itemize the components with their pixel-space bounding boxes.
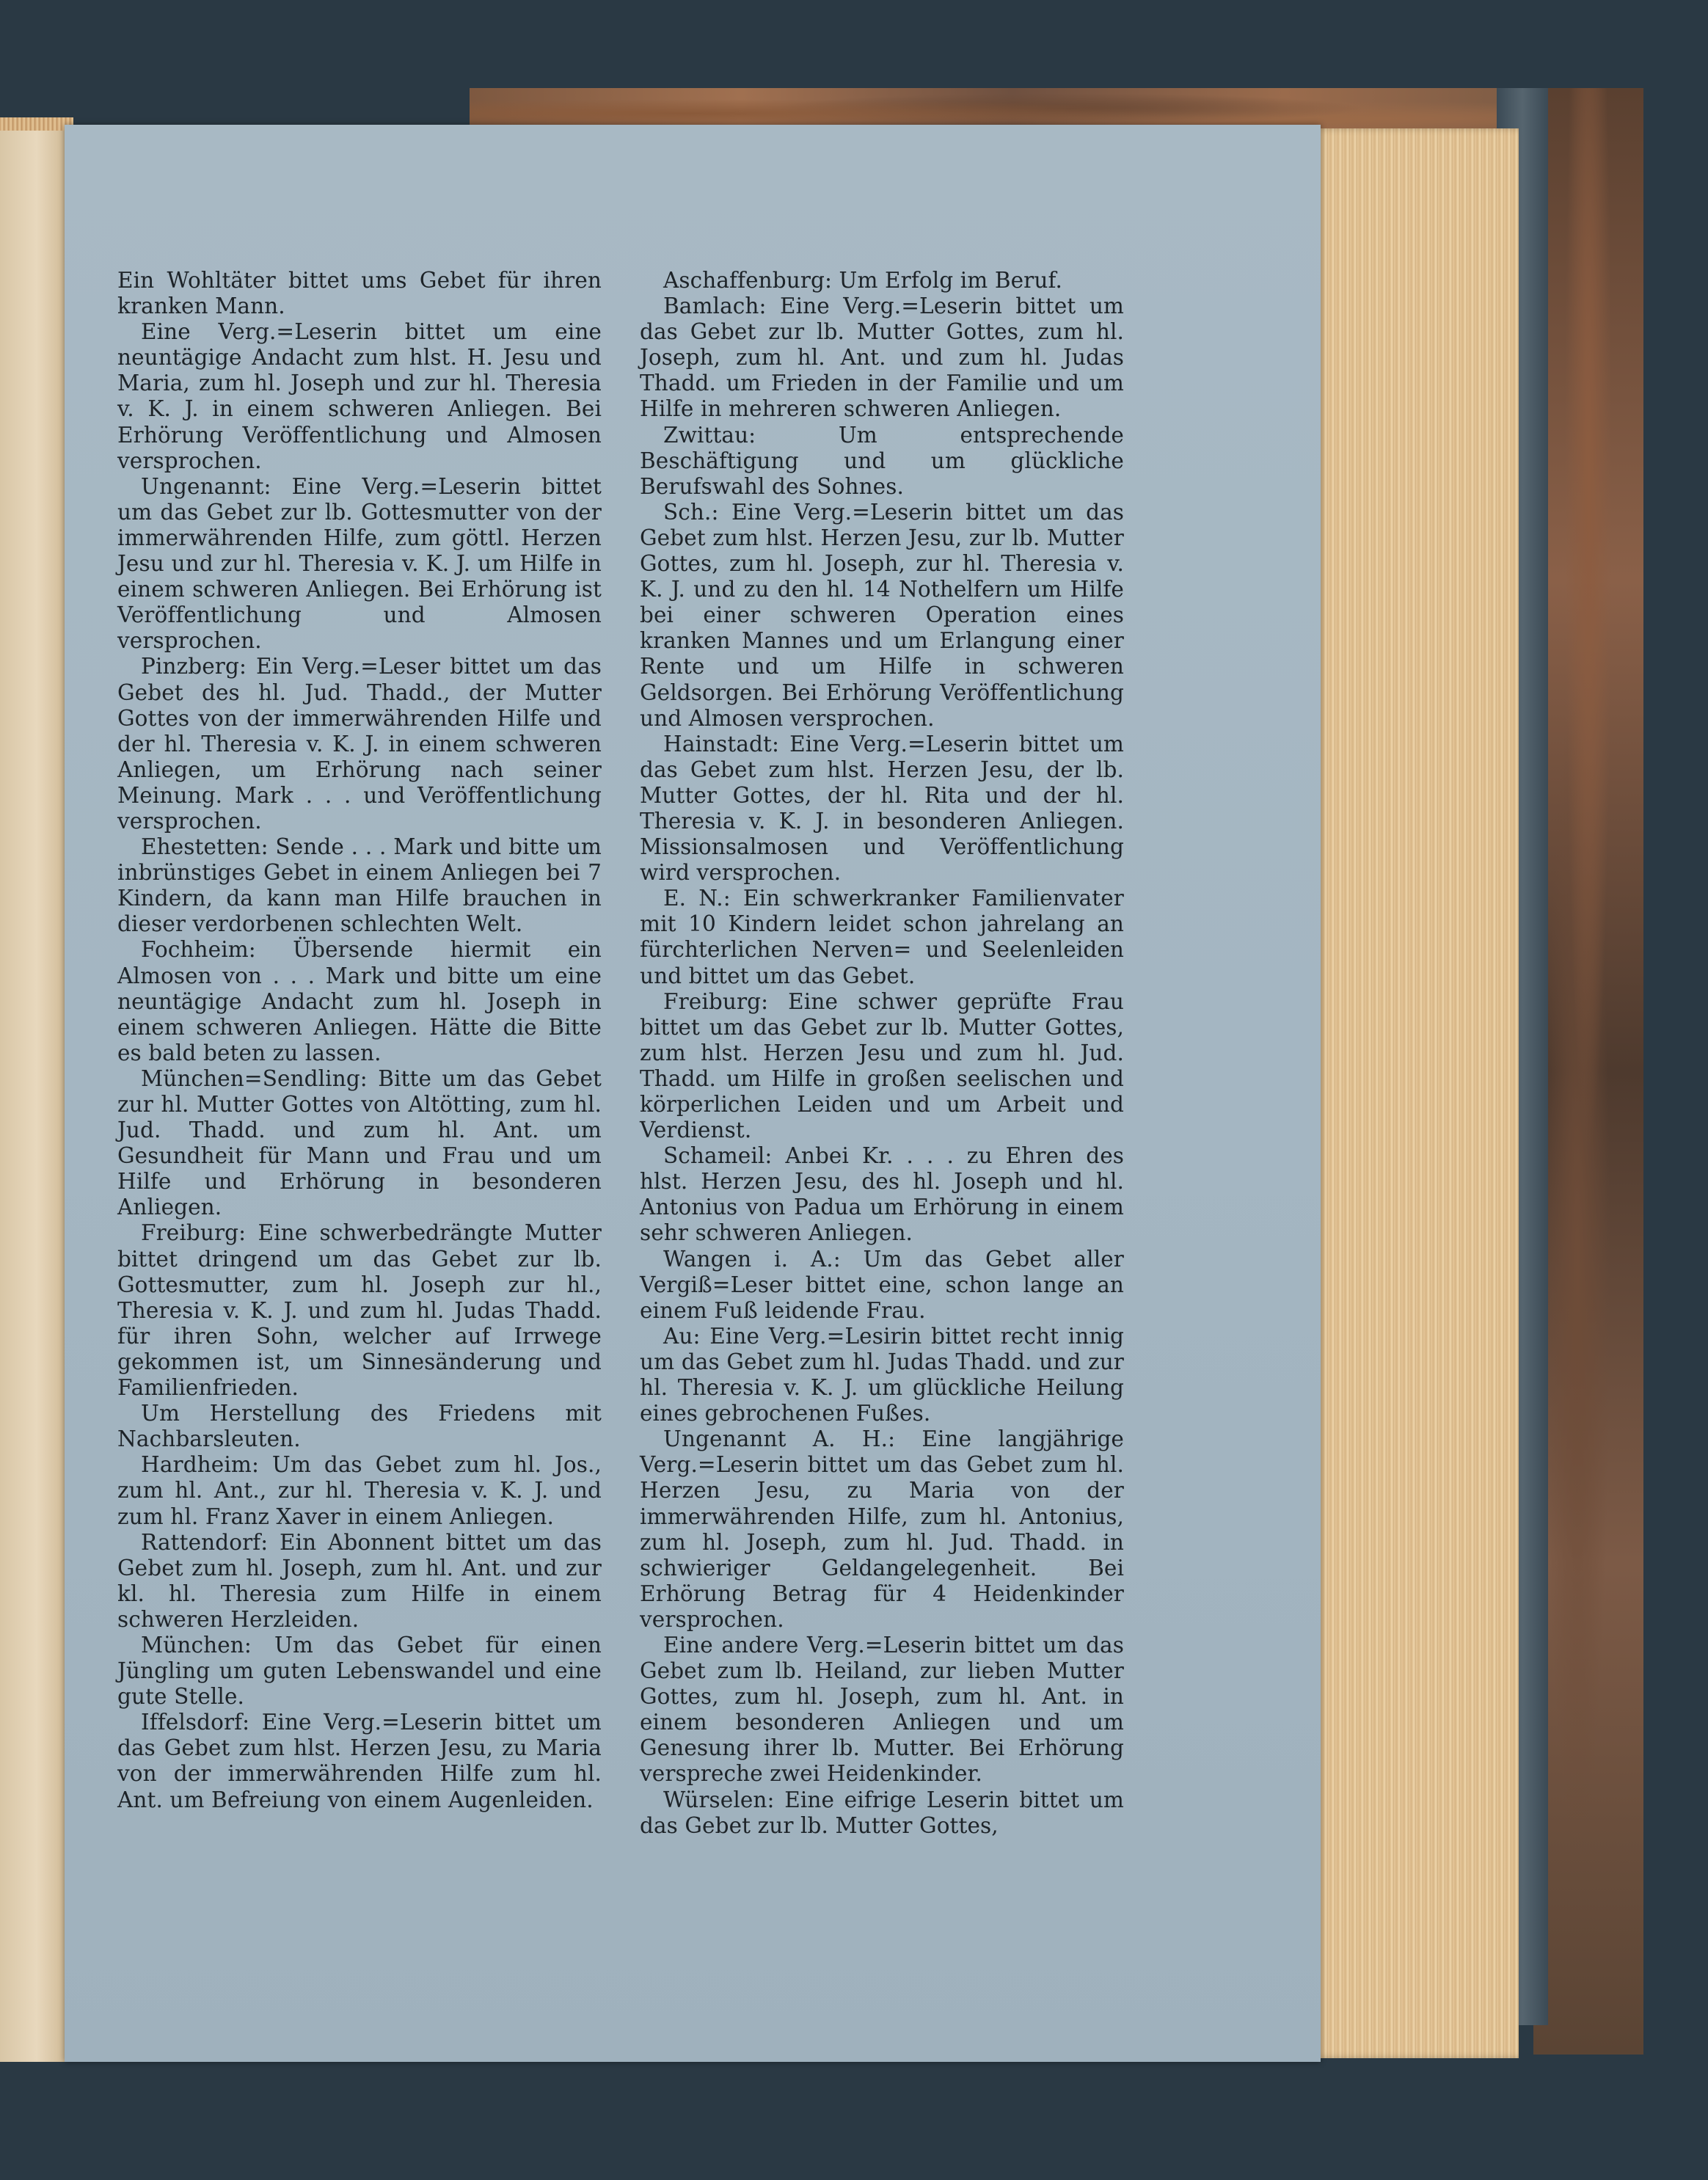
prayer-request: München: Um das Gebet für einen Jüngling um guten Lebenswandel und eine gute Stelle. [117, 1632, 602, 1710]
prayer-request: Ungenannt A. H.: Eine langjährige Verg.=Leserin bittet um das Gebet zum hl. Herzen Jesu, zu Maria von der immerwährenden Hilfe, zum hl. Antonius, zum hl. Joseph, zum hl. Jud. Thadd. in schwieriger Geldangelegenheit. Bei Erhörung Betrag für 4 Heidenkinder versprochen. [640, 1426, 1124, 1632]
facing-page-edge [0, 117, 73, 2062]
prayer-request: Iffelsdorf: Eine Verg.=Leserin bittet um das Gebet zum hlst. Herzen Jesu, zu Maria von der immerwährenden Hilfe zum hl. Ant. um Befreiung von einem Augenleiden. [117, 1710, 602, 1812]
prayer-request: Zwittau: Um entsprechende Beschäftigung und um glückliche Berufswahl des Sohnes. [640, 422, 1124, 499]
prayer-request: E. N.: Ein schwerkranker Familienvater mit 10 Kindern leidet schon jahrelang an fürchterlichen Nerven= und Seelenleiden und bittet um das Gebet. [640, 886, 1124, 988]
prayer-request: Schameil: Anbei Kr. . . . zu Ehren des hlst. Herzen Jesu, des hl. Joseph und hl. Antonius von Padua um Erhörung in einem sehr schweren Anliegen. [640, 1143, 1124, 1246]
prayer-request: Hardheim: Um das Gebet zum hl. Jos., zum hl. Ant., zur hl. Theresia v. K. J. und zum hl. Franz Xaver in einem Anliegen. [117, 1452, 602, 1529]
prayer-request: Ein Wohltäter bittet ums Gebet für ihren kranken Mann. [117, 268, 602, 319]
prayer-request: Au: Eine Verg.=Lesirin bittet recht innig um das Gebet zum hl. Judas Thadd. und zur hl. Theresia v. K. J. um glückliche Heilung eines gebrochenen Fußes. [640, 1323, 1124, 1426]
prayer-request: Würselen: Eine eifrige Leserin bittet um das Gebet zur lb. Mutter Gottes, [640, 1787, 1124, 1838]
prayer-request: Fochheim: Übersende hiermit ein Almosen von . . . Mark und bitte um eine neuntägige Andacht zum hl. Joseph in einem schweren Anliegen. Hätte die Bitte es bald beten zu lassen. [117, 937, 602, 1065]
marbled-cover-right [1533, 88, 1643, 2055]
prayer-request: München=Sendling: Bitte um das Gebet zur hl. Mutter Gottes von Altötting, zum hl. Jud. Thadd. und zum hl. Ant. um Gesundheit für Mann und Frau und um Hilfe und Erhörung in besonderen Anliegen. [117, 1065, 602, 1220]
facing-page-top-edge [0, 117, 73, 131]
prayer-request: Bamlach: Eine Verg.=Leserin bittet um das Gebet zur lb. Mutter Gottes, zum hl. Joseph, zum hl. Ant. und zum hl. Judas Thadd. um Frieden in der Familie und um Hilfe in mehreren schweren Anliegen. [640, 294, 1124, 422]
prayer-request: Freiburg: Eine schwer geprüfte Frau bittet um das Gebet zur lb. Mutter Gottes, zum hlst. Herzen Jesu und zum hl. Jud. Thadd. um Hilfe in großen seelischen und körperlichen Leiden und um Arbeit und Verdienst. [640, 988, 1124, 1143]
text-column-left [117, 268, 602, 1813]
prayer-request: Sch.: Eine Verg.=Leserin bittet um das Gebet zum hlst. Herzen Jesu, zur lb. Mutter Gottes, zum hl. Joseph, zur hl. Theresia v. K. J. und zu den hl. 14 Nothelfern um Hilfe bei einer schweren Operation eines kranken Mannes und um Erlangung einer Rente und um Hilfe in schweren Geldsorgen. Bei Erhörung Veröffentlichung und Almosen versprochen. [640, 499, 1124, 731]
prayer-request: Eine Verg.=Leserin bittet um eine neuntägige Andacht zum hlst. H. Jesu und Maria, zum hl. Joseph und zur hl. Theresia v. K. J. in einem schweren Anliegen. Bei Erhörung Veröffentlichung und Almosen versprochen. [117, 319, 602, 473]
prayer-request: Eine andere Verg.=Leserin bittet um das Gebet zum lb. Heiland, zur lieben Mutter Gottes, zum hl. Joseph, zum hl. Ant. in einem besonderen Anliegen und um Genesung ihrer lb. Mutter. Bei Erhörung verspreche zwei Heidenkinder. [640, 1632, 1124, 1787]
prayer-request: Pinzberg: Ein Verg.=Leser bittet um das Gebet des hl. Jud. Thadd., der Mutter Gottes von der immerwährenden Hilfe und der hl. Theresia v. K. J. in einem schweren Anliegen, um Erhörung nach seiner Meinung. Mark . . . und Veröffentlichung versprochen. [117, 654, 602, 834]
prayer-request: Aschaffenburg: Um Erfolg im Beruf. [663, 268, 1062, 293]
prayer-request: Freiburg: Eine schwerbedrängte Mutter bittet dringend um das Gebet zur lb. Gottesmutter, zum hl. Joseph zur hl., Theresia v. K. J. und zum hl. Judas Thadd. für ihren Sohn, welcher auf Irrwege gekommen ist, um Sinnesänderung und Familienfrieden. [117, 1220, 602, 1401]
prayer-request: Hainstadt: Eine Verg.=Leserin bittet um das Gebet zum hlst. Herzen Jesu, der lb. Mutter Gottes, der hl. Rita und der hl. Theresia v. K. J. in besonderen Anliegen. Missionsalmosen und Veröffentlichung wird versprochen. [640, 731, 1124, 886]
prayer-request: Um Herstellung des Friedens mit Nachbarsleuten. [117, 1401, 602, 1452]
prayer-request: Ungenannt: Eine Verg.=Leserin bittet um das Gebet zur lb. Gottesmutter von der immerwährenden Hilfe, zum göttl. Herzen Jesu und zur hl. Theresia v. K. J. um Hilfe in einem schweren Anliegen. Bei Erhörung ist Veröffentlichung und Almosen versprochen. [117, 473, 602, 654]
text-column-right [640, 268, 1124, 1839]
prayer-request: Rattendorf: Ein Abonnent bittet um das Gebet zum hl. Joseph, zum hl. Ant. und zur kl. hl. Theresia zum Hilfe in einem schweren Herzleiden. [117, 1529, 602, 1632]
prayer-request: Wangen i. A.: Um das Gebet aller Vergiß=Leser bittet eine, schon lange an einem Fuß leidende Frau. [640, 1246, 1124, 1323]
page-stack-edge [1313, 128, 1519, 2058]
prayer-request: Ehestetten: Sende . . . Mark und bitte um inbrünstiges Gebet in einem Anliegen bei 7 Kindern, da kann man Hilfe brauchen in dieser verdorbenen schlechten Welt. [117, 834, 602, 937]
